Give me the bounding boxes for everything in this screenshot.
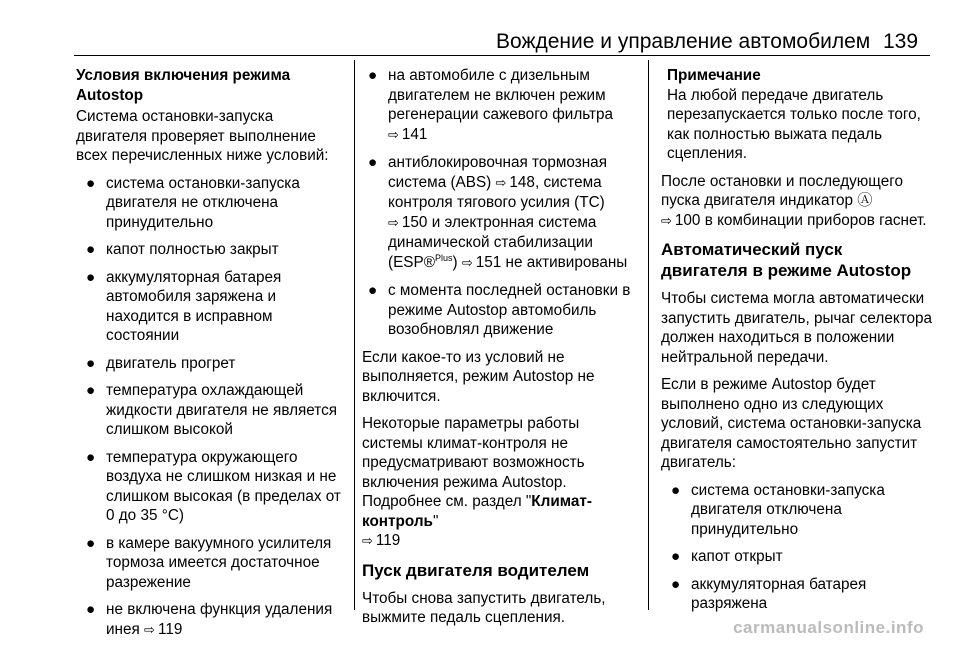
list-item: ● капот открыт	[671, 548, 783, 565]
reference-arrow-icon: ⇨	[144, 622, 155, 638]
list-item: ● аккумуляторная батарея разряжена	[671, 575, 867, 612]
paragraph: Чтобы снова запустить двигатель, выжмите педаль сцепления.	[362, 589, 606, 626]
reference-arrow-icon: ⇨	[495, 175, 507, 191]
page-reference[interactable]: 119	[157, 620, 183, 638]
page-reference[interactable]: 141	[401, 125, 428, 143]
bullet-icon: ●	[86, 534, 96, 552]
bullet-icon: ●	[671, 575, 681, 593]
reference-arrow-icon: ⇨	[461, 255, 473, 271]
list-item: ● на автомобиле с дизельным двигателем не включен режим регенерации сажевого фильтра ⇨ 141	[368, 67, 614, 143]
list-item: ● двигатель прогрет	[86, 354, 236, 372]
list-item: ● аккумуляторная батарея автомобиля заряжена и находится в исправном состоянии	[86, 268, 282, 344]
list-item: ● система остановки-запуска двигателя отключена принудительно	[671, 481, 885, 538]
column-1	[76, 66, 346, 648]
list-item: ● с момента последней остановки в режиме Autostop автомобиль возобновлял движение	[368, 282, 631, 338]
watermark: carmanualsonline.info	[733, 618, 924, 637]
bullet-icon: ●	[86, 354, 96, 372]
page-reference[interactable]: 150	[401, 213, 428, 231]
reference-arrow-icon: ⇨	[661, 213, 672, 229]
bullet-icon: ●	[368, 67, 378, 84]
list-item: ● не включена функция удаления инея ⇨ 119	[86, 601, 333, 638]
column-divider-2	[648, 60, 649, 610]
bullet-icon: ●	[368, 282, 378, 299]
paragraph: Чтобы система могла автоматически запустить двигатель, рычаг селектора должен находиться в положении нейтральной передачи.	[661, 290, 933, 366]
column-3	[661, 66, 933, 622]
bullet-icon: ●	[86, 241, 96, 258]
reference-arrow-icon: ⇨	[388, 127, 399, 143]
page-footer	[0, 618, 960, 642]
list-item: ● капот полностью закрыт	[86, 241, 279, 258]
page-reference[interactable]: 119	[375, 532, 401, 549]
page-reference[interactable]: 148	[509, 173, 535, 191]
page-reference[interactable]: 151	[475, 253, 502, 271]
reference-arrow-icon: ⇨	[388, 215, 399, 231]
bullet-icon: ●	[86, 174, 96, 192]
page-number: 139	[883, 30, 919, 53]
list-item: ● температура окружающего воздуха не слишком низкая и не слишком высокая (в пределах от 0 до 35 °C)	[86, 448, 341, 524]
section-heading-driver-start: Пуск двигателя водителем	[362, 560, 590, 580]
conditions-list-continued	[362, 66, 640, 340]
page-title: Вождение и управление автомобилем	[496, 30, 871, 53]
paragraph: Если какое-то из условий не выполняется, режим Autostop не включится.	[362, 348, 595, 405]
page-header	[0, 0, 960, 60]
reference-arrow-icon: ⇨	[362, 534, 373, 549]
bullet-icon: ●	[671, 548, 681, 565]
auto-start-conditions-list	[661, 481, 933, 614]
cross-reference-title[interactable]: Климат-контроль	[362, 493, 592, 530]
list-item: ● температура охлаждающей жидкости двигателя не является слишком высокой	[86, 382, 338, 438]
bullet-icon: ●	[86, 382, 96, 399]
list-item: ● система остановки-запуска двигателя не отключена принудительно	[86, 174, 300, 231]
header-divider	[74, 55, 930, 56]
column-divider-1	[354, 60, 355, 610]
autostop-indicator-icon: Ⓐ	[857, 192, 873, 209]
section-title-autostop-conditions: Условия включения режима Autostop	[76, 67, 291, 104]
bullet-icon: ●	[671, 481, 681, 499]
paragraph: Если в режиме Autostop будет выполнено одно из следующих условий, система остановки-запуска двигателя самостоятельно запустит двигатель:	[661, 376, 922, 471]
list-item: ● антиблокировочная тормозная система (ABS) ⇨ 148, система контроля тягового усилия (TC) ⇨ 150 и электронная система динамической стабилизации (ESP®$^{Plus}$) ⇨ 151 не активированы	[368, 154, 628, 271]
bullet-icon: ●	[86, 601, 96, 618]
paragraph: Некоторые параметры работы системы климат-контроля не предусматривают возможность включения режима Autostop. Подробнее см. раздел "Климат-контроль" ⇨ 119	[362, 415, 592, 549]
note-title: Примечание	[667, 67, 761, 84]
bullet-icon: ●	[86, 268, 96, 286]
page-reference[interactable]: 100	[674, 211, 701, 229]
note-box	[661, 66, 933, 164]
bullet-icon: ●	[368, 154, 378, 171]
intro-paragraph: Система остановки-запуска двигателя проверяет выполнение всех перечисленных ниже условий:	[76, 108, 329, 164]
note-text: На любой передаче двигатель перезапускается только после того, как полностью выжата педаль сцепления.	[667, 86, 921, 162]
conditions-list	[76, 174, 346, 641]
bullet-icon: ●	[86, 448, 96, 466]
section-heading-auto-start: Автоматический пуск двигателя в режиме Autostop	[661, 240, 912, 280]
list-item: ● в камере вакуумного усилителя тормоза имеется достаточное разрежение	[86, 534, 332, 591]
column-2	[362, 66, 640, 636]
paragraph: После остановки и последующего пуска двигателя индикатор Ⓐ ⇨ 100 в комбинации приборов гаснет.	[661, 172, 927, 229]
superscript-plus: Plus	[434, 252, 453, 263]
